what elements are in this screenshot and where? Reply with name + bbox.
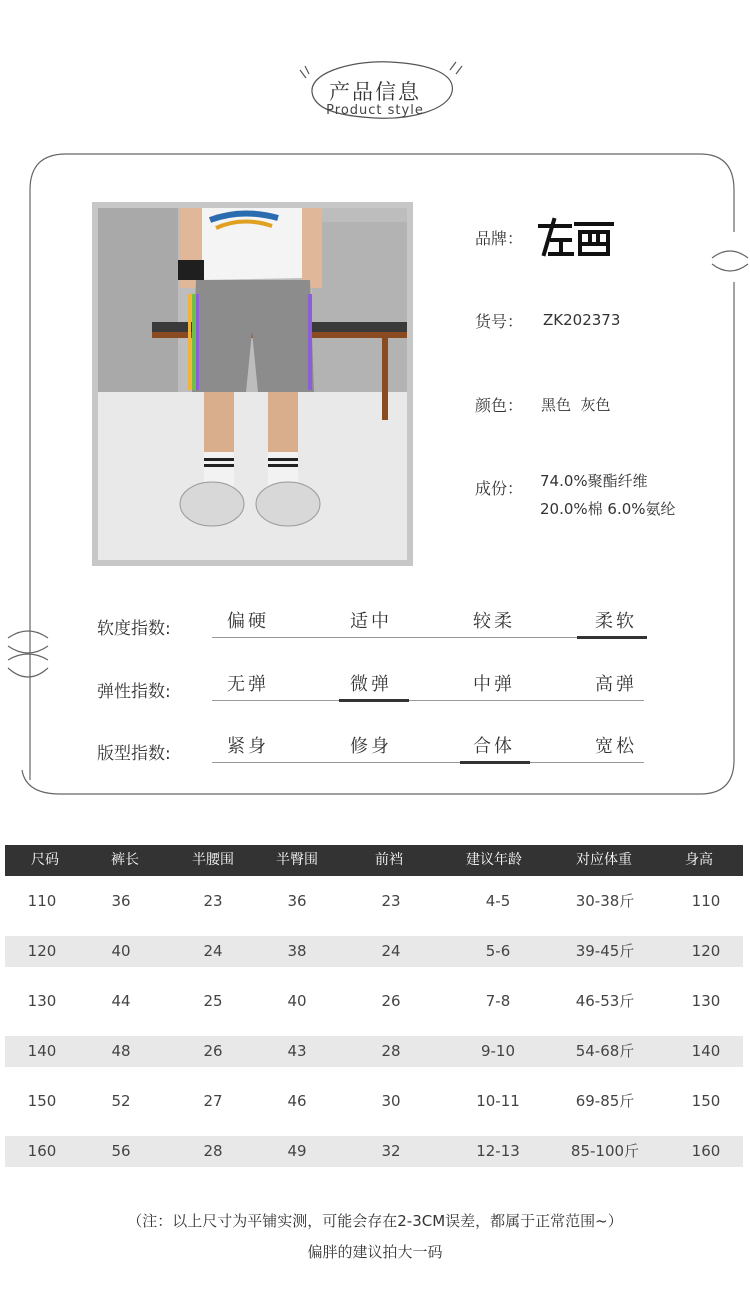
color-label: 颜色： (475, 396, 524, 415)
color-value: 黑色 灰色 (541, 396, 611, 414)
cell-weight: 39-45斤 (575, 942, 635, 960)
cell-length: 56 (111, 1142, 131, 1160)
cell-weight: 69-85斤 (575, 1092, 635, 1110)
column-header-weight: 对应体重 (576, 852, 632, 868)
elasticity-index-label: 弹性指数: (97, 682, 171, 702)
elasticity-option: 中弹 (473, 674, 515, 695)
cell-weight: 54-68斤 (575, 1042, 635, 1060)
product-photo (92, 202, 413, 566)
size-table-header (5, 845, 743, 876)
fit-option: 修身 (350, 736, 392, 757)
cell-size: 120 (27, 942, 57, 960)
fit-option-selected: 合体 (473, 736, 515, 757)
cell-length: 44 (111, 992, 131, 1010)
cell-length: 36 (111, 892, 131, 910)
fit-index-label: 版型指数: (97, 744, 171, 764)
cell-half-waist: 23 (203, 892, 223, 910)
composition-label: 成份： (475, 479, 524, 498)
elasticity-option: 无弹 (227, 674, 269, 695)
softness-option: 较柔 (473, 611, 515, 632)
cell-half-waist: 24 (203, 942, 223, 960)
table-row (5, 1036, 743, 1067)
table-row (5, 1086, 743, 1117)
cell-size: 110 (27, 892, 57, 910)
cell-age: 5-6 (485, 942, 511, 960)
softness-option: 适中 (350, 611, 392, 632)
softness-option-selected: 柔软 (595, 611, 637, 632)
fit-option: 宽松 (595, 736, 637, 757)
column-header-height: 身高 (685, 852, 713, 868)
section-subtitle: Product style (326, 103, 424, 118)
cell-size: 160 (27, 1142, 57, 1160)
composition-line-2: 20.0%棉 6.0%氨纶 (540, 500, 676, 518)
cell-half-waist: 25 (203, 992, 223, 1010)
cell-height: 110 (691, 892, 721, 910)
cell-age: 10-11 (476, 1092, 520, 1110)
cell-height: 160 (691, 1142, 721, 1160)
fit-option: 紧身 (227, 736, 269, 757)
softness-index-label: 软度指数: (97, 619, 171, 639)
cell-half-hip: 46 (287, 1092, 307, 1110)
cell-age: 9-10 (480, 1042, 516, 1060)
cell-weight: 46-53斤 (575, 992, 635, 1010)
column-header-size: 尺码 (31, 852, 59, 868)
cell-half-waist: 26 (203, 1042, 223, 1060)
cell-half-hip: 36 (287, 892, 307, 910)
cell-half-waist: 28 (203, 1142, 223, 1160)
cell-half-hip: 49 (287, 1142, 307, 1160)
cell-half-waist: 27 (203, 1092, 223, 1110)
cell-height: 120 (691, 942, 721, 960)
table-row (5, 986, 743, 1017)
cell-half-hip: 38 (287, 942, 307, 960)
sku-value: ZK202373 (543, 311, 621, 329)
fit-scale-line (212, 762, 644, 763)
cell-weight: 85-100斤 (570, 1142, 640, 1160)
cell-height: 140 (691, 1042, 721, 1060)
softness-selected-marker (577, 636, 647, 639)
column-header-front-rise: 前裆 (375, 852, 403, 868)
table-row (5, 886, 743, 917)
cell-front-rise: 30 (381, 1092, 401, 1110)
cell-front-rise: 26 (381, 992, 401, 1010)
elasticity-option-selected: 微弹 (350, 674, 392, 695)
sku-label: 货号： (475, 312, 524, 331)
elasticity-scale-line (212, 700, 644, 701)
elasticity-option: 高弹 (595, 674, 637, 695)
measurement-note: （注：以上尺寸为平铺实测，可能会存在2-3CM误差，都属于正常范围~） (127, 1212, 623, 1230)
column-header-length: 裤长 (111, 852, 139, 868)
cell-age: 4-5 (485, 892, 511, 910)
brand-label: 品牌： (475, 229, 524, 248)
cell-age: 12-13 (476, 1142, 520, 1160)
cell-front-rise: 24 (381, 942, 401, 960)
column-header-half-hip: 半臀围 (276, 852, 318, 868)
fit-selected-marker (460, 761, 530, 764)
cell-length: 40 (111, 942, 131, 960)
size-advice-note: 偏胖的建议拍大一码 (307, 1243, 443, 1261)
cell-size: 140 (27, 1042, 57, 1060)
cell-size: 130 (27, 992, 57, 1010)
cell-height: 150 (691, 1092, 721, 1110)
cell-weight: 30-38斤 (575, 892, 635, 910)
cell-front-rise: 32 (381, 1142, 401, 1160)
elasticity-selected-marker (339, 699, 409, 702)
column-header-age: 建议年龄 (466, 852, 522, 868)
cell-front-rise: 23 (381, 892, 401, 910)
cell-age: 7-8 (485, 992, 511, 1010)
cell-length: 52 (111, 1092, 131, 1110)
cell-size: 150 (27, 1092, 57, 1110)
cell-height: 130 (691, 992, 721, 1010)
table-row (5, 936, 743, 967)
section-title: 产品信息 (329, 80, 421, 104)
cell-length: 48 (111, 1042, 131, 1060)
column-header-half-waist: 半腰围 (192, 852, 234, 868)
cell-half-hip: 43 (287, 1042, 307, 1060)
table-row (5, 1136, 743, 1167)
brand-logo (536, 216, 616, 258)
cell-front-rise: 28 (381, 1042, 401, 1060)
composition-line-1: 74.0%聚酯纤维 (540, 472, 648, 490)
cell-half-hip: 40 (287, 992, 307, 1010)
softness-option: 偏硬 (227, 611, 269, 632)
